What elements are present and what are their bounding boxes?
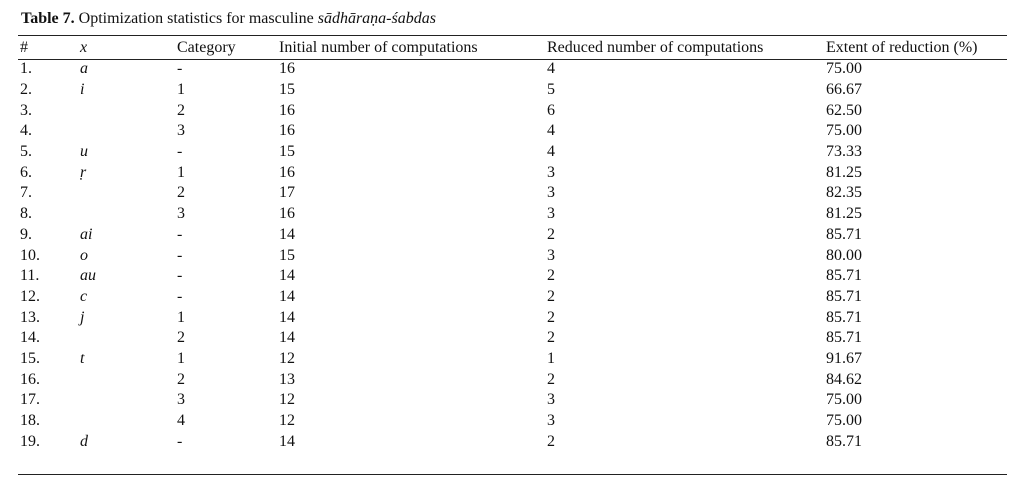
optimization-statistics-table xyxy=(18,37,1007,452)
cell-x: c xyxy=(80,287,88,305)
cell-extent: 81.25 xyxy=(826,163,862,181)
cell-category: - xyxy=(177,225,183,243)
cell-reduced: 2 xyxy=(547,329,555,347)
cell-x xyxy=(78,328,175,349)
cell-reduced: 3 xyxy=(547,205,555,223)
header-x: x xyxy=(80,39,88,56)
cell-extent: 85.71 xyxy=(826,432,862,450)
cell-category: - xyxy=(177,432,183,450)
cell-x xyxy=(78,121,175,142)
cell-category: 3 xyxy=(177,122,185,140)
cell-x: o xyxy=(80,246,88,264)
table-row xyxy=(18,266,1007,287)
cell-category: - xyxy=(177,267,183,285)
table-row xyxy=(18,328,1007,349)
cell-reduced: 2 xyxy=(547,225,555,243)
cell-x: ai xyxy=(80,225,93,243)
header-category: Category xyxy=(177,39,236,56)
caption-text: Optimization statistics for masculine xyxy=(74,10,318,27)
cell-initial: 12 xyxy=(279,349,295,367)
top-rule xyxy=(18,35,1007,36)
cell-x xyxy=(78,100,175,121)
cell-x: au xyxy=(80,267,96,285)
cell-category: 1 xyxy=(177,349,185,367)
cell-reduced: 4 xyxy=(547,122,555,140)
table-row xyxy=(18,162,1007,183)
table-row xyxy=(18,80,1007,101)
cell-extent: 82.35 xyxy=(826,184,862,202)
cell-number: 6. xyxy=(20,163,32,181)
cell-extent: 73.33 xyxy=(826,143,862,161)
cell-initial: 16 xyxy=(279,60,295,78)
cell-x: u xyxy=(80,143,88,161)
cell-initial: 12 xyxy=(279,391,295,409)
table-row xyxy=(18,245,1007,266)
cell-extent: 75.00 xyxy=(826,60,862,78)
table-body xyxy=(18,58,1007,452)
cell-extent: 91.67 xyxy=(826,349,862,367)
table-row xyxy=(18,58,1007,80)
cell-reduced: 3 xyxy=(547,391,555,409)
cell-category: - xyxy=(177,60,183,78)
cell-initial: 14 xyxy=(279,287,295,305)
header-number: # xyxy=(20,39,28,56)
cell-extent: 81.25 xyxy=(826,205,862,223)
cell-category: 3 xyxy=(177,205,185,223)
cell-extent: 85.71 xyxy=(826,267,862,285)
cell-number: 17. xyxy=(20,391,40,409)
cell-reduced: 3 xyxy=(547,163,555,181)
table-row xyxy=(18,100,1007,121)
cell-reduced: 2 xyxy=(547,287,555,305)
cell-category: 4 xyxy=(177,412,185,430)
cell-reduced: 2 xyxy=(547,267,555,285)
cell-initial: 14 xyxy=(279,432,295,450)
cell-initial: 13 xyxy=(279,370,295,388)
cell-number: 7. xyxy=(20,184,32,202)
cell-initial: 16 xyxy=(279,101,295,119)
header-initial-computations: Initial number of computations xyxy=(279,39,478,56)
table-row xyxy=(18,431,1007,452)
cell-number: 11. xyxy=(20,267,40,285)
cell-reduced: 3 xyxy=(547,246,555,264)
cell-reduced: 4 xyxy=(547,60,555,78)
cell-number: 14. xyxy=(20,329,40,347)
cell-initial: 14 xyxy=(279,225,295,243)
cell-initial: 16 xyxy=(279,122,295,140)
cell-number: 4. xyxy=(20,122,32,140)
cell-x: j xyxy=(80,308,85,326)
table-row xyxy=(18,121,1007,142)
cell-extent: 85.71 xyxy=(826,225,862,243)
cell-extent: 75.00 xyxy=(826,412,862,430)
table-row xyxy=(18,204,1007,225)
cell-x xyxy=(78,411,175,432)
header-reduced-computations: Reduced number of computations xyxy=(547,39,764,56)
cell-x: ṛ xyxy=(80,163,87,181)
cell-reduced: 3 xyxy=(547,412,555,430)
caption-italic-term: sādhāraṇa-śabdas xyxy=(317,10,436,27)
cell-x: d xyxy=(80,432,88,450)
cell-reduced: 2 xyxy=(547,308,555,326)
cell-extent: 85.71 xyxy=(826,308,862,326)
table-row xyxy=(18,411,1007,432)
table-row xyxy=(18,349,1007,370)
cell-initial: 16 xyxy=(279,205,295,223)
cell-x xyxy=(78,390,175,411)
cell-category: - xyxy=(177,143,183,161)
cell-reduced: 2 xyxy=(547,432,555,450)
cell-x: a xyxy=(80,60,88,78)
cell-category: 1 xyxy=(177,81,185,99)
cell-initial: 16 xyxy=(279,163,295,181)
table-row xyxy=(18,390,1007,411)
cell-number: 9. xyxy=(20,225,32,243)
cell-number: 1. xyxy=(20,60,32,78)
cell-reduced: 6 xyxy=(547,101,555,119)
cell-category: 2 xyxy=(177,329,185,347)
cell-initial: 15 xyxy=(279,143,295,161)
cell-x xyxy=(78,183,175,204)
cell-number: 8. xyxy=(20,205,32,223)
cell-extent: 84.62 xyxy=(826,370,862,388)
cell-category: - xyxy=(177,246,183,264)
cell-extent: 66.67 xyxy=(826,81,862,99)
cell-extent: 85.71 xyxy=(826,287,862,305)
cell-x xyxy=(78,204,175,225)
cell-category: 2 xyxy=(177,184,185,202)
cell-reduced: 2 xyxy=(547,370,555,388)
cell-category: 1 xyxy=(177,163,185,181)
cell-category: 2 xyxy=(177,101,185,119)
cell-number: 15. xyxy=(20,349,40,367)
cell-number: 2. xyxy=(20,81,32,99)
cell-initial: 17 xyxy=(279,184,295,202)
caption-label: Table 7. xyxy=(21,10,75,27)
cell-number: 13. xyxy=(20,308,40,326)
cell-number: 10. xyxy=(20,246,40,264)
cell-initial: 12 xyxy=(279,412,295,430)
table-caption xyxy=(21,9,436,29)
cell-extent: 62.50 xyxy=(826,101,862,119)
cell-x: t xyxy=(80,349,85,367)
cell-reduced: 1 xyxy=(547,349,555,367)
cell-number: 18. xyxy=(20,412,40,430)
cell-number: 16. xyxy=(20,370,40,388)
cell-extent: 75.00 xyxy=(826,391,862,409)
cell-category: - xyxy=(177,287,183,305)
cell-initial: 14 xyxy=(279,308,295,326)
cell-number: 19. xyxy=(20,432,40,450)
cell-number: 3. xyxy=(20,101,32,119)
cell-extent: 75.00 xyxy=(826,122,862,140)
table-row xyxy=(18,287,1007,308)
cell-initial: 14 xyxy=(279,329,295,347)
cell-initial: 15 xyxy=(279,246,295,264)
table-row xyxy=(18,307,1007,328)
cell-initial: 15 xyxy=(279,81,295,99)
table-row xyxy=(18,142,1007,163)
cell-extent: 85.71 xyxy=(826,329,862,347)
table-row xyxy=(18,225,1007,246)
cell-number: 12. xyxy=(20,287,40,305)
cell-number: 5. xyxy=(20,143,32,161)
cell-extent: 80.00 xyxy=(826,246,862,264)
bottom-rule xyxy=(18,474,1007,475)
cell-reduced: 3 xyxy=(547,184,555,202)
cell-category: 1 xyxy=(177,308,185,326)
header-extent-of-reduction: Extent of reduction (%) xyxy=(826,39,978,56)
table-row xyxy=(18,369,1007,390)
header-row xyxy=(18,37,1007,58)
cell-reduced: 4 xyxy=(547,143,555,161)
cell-category: 3 xyxy=(177,391,185,409)
cell-category: 2 xyxy=(177,370,185,388)
cell-x xyxy=(78,369,175,390)
cell-x: i xyxy=(80,81,85,99)
cell-initial: 14 xyxy=(279,267,295,285)
cell-reduced: 5 xyxy=(547,81,555,99)
table-row xyxy=(18,183,1007,204)
